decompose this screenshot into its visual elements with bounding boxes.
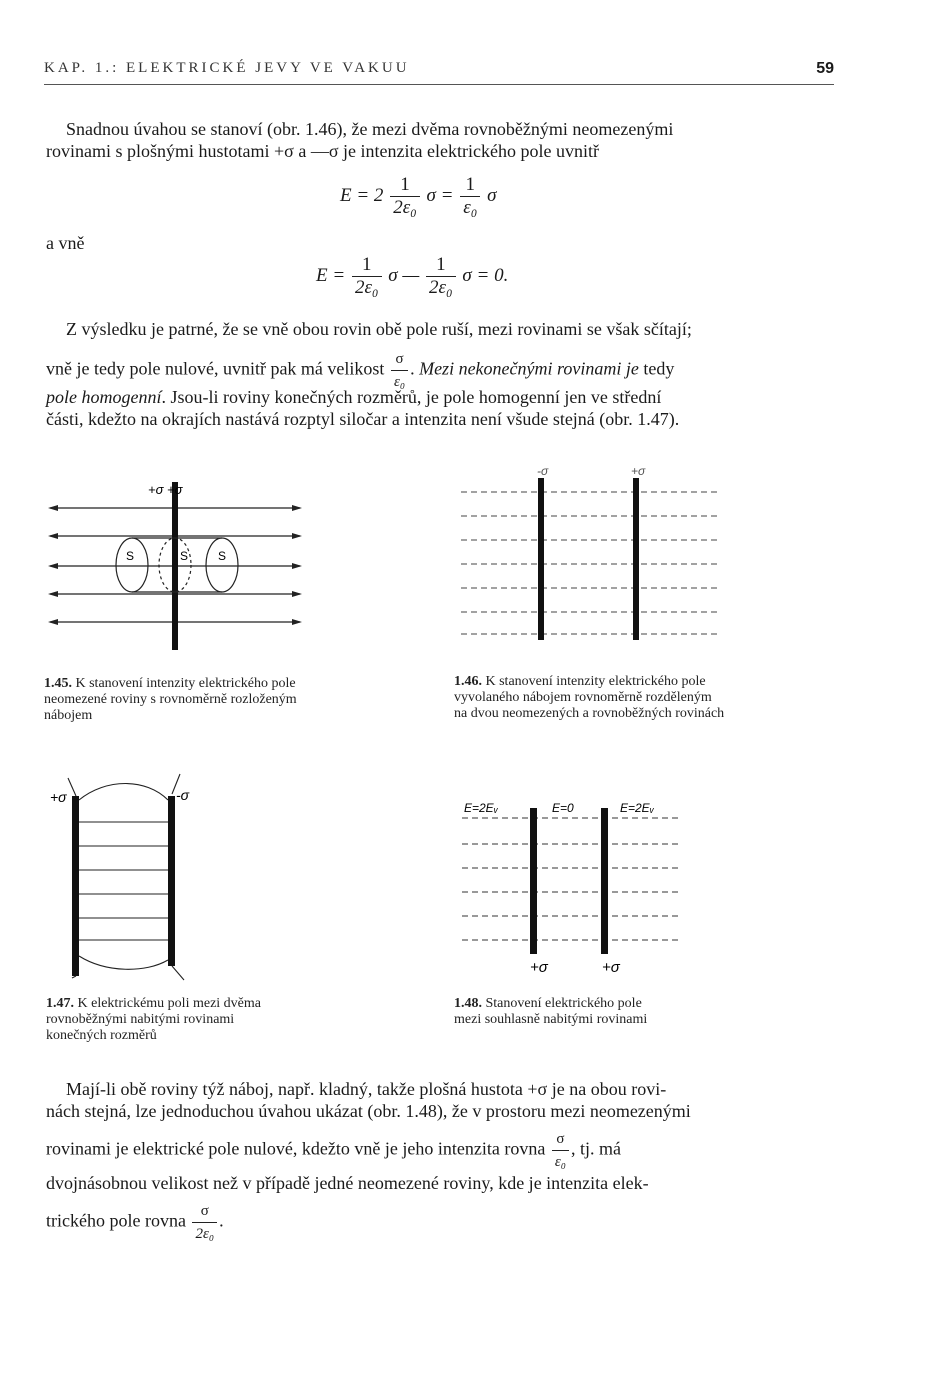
caption-1-47-num: 1.47. bbox=[46, 996, 74, 1011]
caption-1-45-l3: nábojem bbox=[44, 708, 93, 723]
eq1-frac-2 bbox=[460, 174, 480, 219]
eq2-frac-1-den: 2ε₀ bbox=[354, 277, 379, 298]
eq2-frac-2-den: 2ε₀ bbox=[429, 277, 453, 298]
result-emphasis-2: pole homogenní bbox=[46, 387, 162, 407]
final-frac-1-num: σ bbox=[552, 1128, 569, 1151]
figure-1-48 bbox=[456, 792, 696, 977]
header-rule bbox=[44, 84, 834, 85]
fig146-pos-label: +σ bbox=[631, 464, 646, 478]
eq2-frac-2 bbox=[426, 254, 456, 299]
caption-1-45-l1: K stanovení intenzity elektrického pole bbox=[72, 676, 296, 691]
final-line-2: nách stejná, lze jednoduchou úvahou ukázat (obr. 1.48), že v prostoru mezi neomezenými bbox=[46, 1101, 691, 1121]
caption-1-45 bbox=[44, 676, 424, 724]
final-line-3b: , tj. má bbox=[570, 1138, 621, 1159]
final-frac-2 bbox=[192, 1200, 217, 1245]
caption-1-46-l1: K stanovení intenzity elektrického pole bbox=[482, 674, 706, 689]
field-right: E=2Eᵥ bbox=[620, 801, 654, 815]
result-line-3b: . Jsou-li roviny konečných rozměrů, je pole homogenní jen ve střední bbox=[161, 387, 662, 407]
caption-1-47 bbox=[46, 996, 406, 1044]
caption-1-48-num: 1.48. bbox=[454, 996, 482, 1011]
eq1-frac-1 bbox=[390, 174, 420, 219]
eq2-lhs: E = bbox=[316, 264, 346, 286]
eq1-frac-1-den: 2ε₀ bbox=[393, 197, 417, 218]
fig147-pos-label: +σ bbox=[50, 789, 67, 805]
figure-1-47 bbox=[46, 768, 216, 983]
result-line-2b: . bbox=[410, 358, 420, 379]
final-line-3 bbox=[46, 1128, 621, 1173]
final-line-1: Mají-li obě roviny týž náboj, např. kladný, takže plošná hustota +σ je na obou rovi- bbox=[66, 1079, 667, 1099]
final-frac-1 bbox=[552, 1128, 569, 1173]
caption-1-47-l3: konečných rozměrů bbox=[46, 1028, 157, 1043]
field-between: E=0 bbox=[552, 801, 574, 815]
final-frac-2-den: 2ε₀ bbox=[195, 1226, 215, 1242]
eq2-frac-1 bbox=[352, 254, 382, 299]
fig145-area-left: S bbox=[126, 549, 135, 563]
final-line-5b: . bbox=[219, 1210, 224, 1231]
result-frac-den: ε₀ bbox=[393, 374, 406, 390]
charged-plane bbox=[172, 482, 178, 650]
equation-outside bbox=[316, 254, 508, 299]
final-frac-1-den: ε₀ bbox=[554, 1154, 566, 1170]
caption-1-45-l2: neomezené roviny s rovnoměrně rozloženým bbox=[44, 692, 297, 707]
caption-1-46-num: 1.46. bbox=[454, 674, 482, 689]
result-emphasis: Mezi nekonečnými rovinami je bbox=[419, 358, 639, 379]
result-frac-num: σ bbox=[391, 348, 408, 371]
caption-1-47-l1: K elektrickému poli mezi dvěma bbox=[74, 996, 261, 1011]
intro-line-1: Snadnou úvahou se stanoví (obr. 1.46), že mezi dvěma rovnoběžnými neomezenými bbox=[66, 119, 674, 139]
fig146-neg-label: -σ bbox=[537, 464, 549, 478]
equation-inside bbox=[340, 174, 496, 219]
intro-line-2: rovinami s plošnými hustotami +σ a —σ je intenzita elektrického pole uvnitř bbox=[46, 141, 599, 161]
fig145-area-right: S bbox=[218, 549, 227, 563]
eq1-frac-2-den: ε₀ bbox=[463, 197, 478, 218]
fig148-charge-2: +σ bbox=[602, 959, 620, 976]
fig145-charge-label: +σ +σ bbox=[148, 482, 183, 497]
eq1-end: σ bbox=[487, 184, 497, 206]
caption-1-48-l2: mezi souhlasně nabitými rovinami bbox=[454, 1012, 648, 1027]
right-plane bbox=[168, 796, 175, 966]
field-left: E=2Eᵥ bbox=[464, 801, 498, 815]
caption-1-45-num: 1.45. bbox=[44, 676, 72, 691]
result-line-3 bbox=[46, 386, 661, 408]
left-plane bbox=[72, 796, 79, 976]
result-line-4: části, kdežto na okrajích nastává rozptyl siločar a intenzita není všude stejná (obr. 1.47). bbox=[46, 409, 680, 429]
running-header bbox=[44, 60, 834, 84]
final-line-5 bbox=[46, 1200, 224, 1245]
caption-1-46-l2: vyvolaného nábojem rovnoměrně rozděleným bbox=[454, 690, 712, 705]
result-line-2d: tedy bbox=[638, 358, 675, 379]
chapter-title: KAP. 1.: ELEKTRICKÉ JEVY VE VAKUU bbox=[44, 60, 410, 76]
figure-1-45 bbox=[44, 470, 314, 655]
final-line-4: dvojnásobnou velikost než v případě jedné neomezené roviny, kde je intenzita elek- bbox=[46, 1173, 649, 1193]
eq1-lhs: E = 2 bbox=[340, 184, 384, 206]
fig148-charge-1: +σ bbox=[530, 959, 548, 976]
figure-1-46 bbox=[455, 462, 730, 647]
final-line-5a: trického pole rovna bbox=[46, 1210, 186, 1231]
eq2-mid: σ — bbox=[388, 264, 420, 286]
outside-label: a vně bbox=[46, 233, 85, 253]
caption-1-48 bbox=[454, 996, 794, 1028]
negative-plane bbox=[538, 478, 544, 640]
fig145-area-mid: S bbox=[180, 549, 189, 563]
eq1-mid: σ = bbox=[426, 184, 454, 206]
caption-1-47-l2: rovnoběžnými nabitými rovinami bbox=[46, 1012, 235, 1027]
final-frac-2-num: σ bbox=[192, 1200, 217, 1223]
plane-2 bbox=[601, 808, 608, 954]
caption-1-46 bbox=[454, 674, 854, 722]
fig147-neg-label: -σ bbox=[176, 787, 190, 803]
final-line-3a: rovinami je elektrické pole nulové, kdežto vně je jeho intenzita rovna bbox=[46, 1138, 546, 1159]
page-number: 59 bbox=[816, 60, 834, 77]
eq2-frac-2-num: 1 bbox=[426, 254, 456, 277]
plane-1 bbox=[530, 808, 537, 954]
eq2-frac-1-num: 1 bbox=[352, 254, 382, 277]
eq2-end: σ = 0. bbox=[462, 264, 509, 286]
caption-1-46-l3: na dvou neomezených a rovnoběžných rovinách bbox=[454, 706, 725, 721]
positive-plane bbox=[633, 478, 639, 640]
eq1-frac-1-num: 1 bbox=[390, 174, 420, 197]
eq1-frac-2-num: 1 bbox=[460, 174, 480, 197]
result-line-2a: vně je tedy pole nulové, uvnitř pak má velikost bbox=[46, 358, 385, 379]
result-line-1: Z výsledku je patrné, že se vně obou rovin obě pole ruší, mezi rovinami se však sčítají; bbox=[66, 319, 692, 339]
caption-1-48-l1: Stanovení elektrického pole bbox=[482, 996, 642, 1011]
